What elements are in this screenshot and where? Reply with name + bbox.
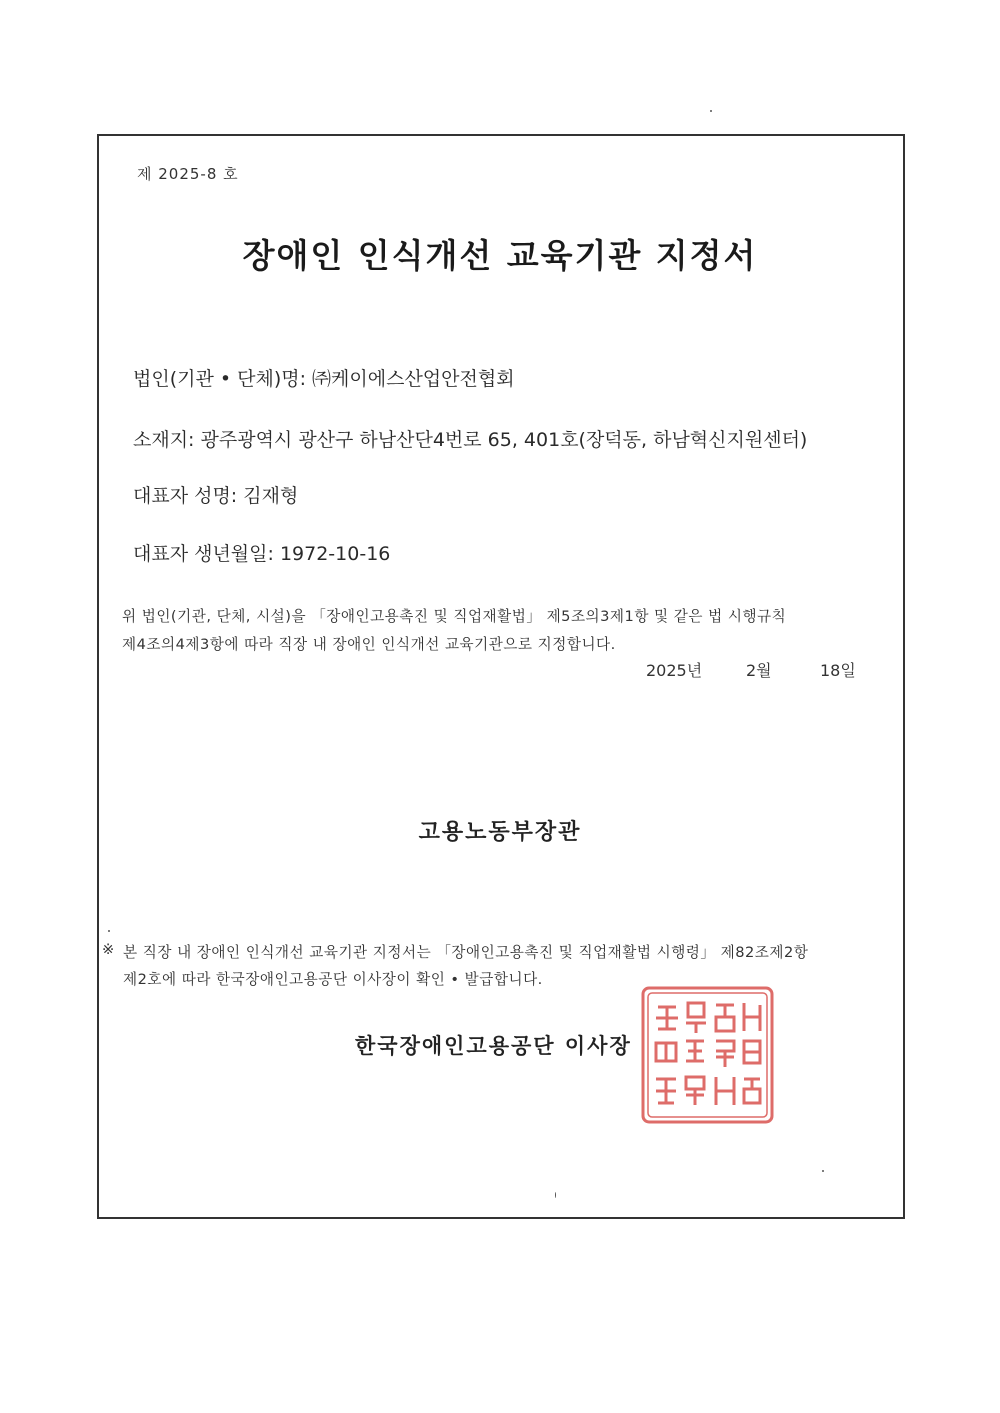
address-field: 소재지: 광주광역시 광산구 하남산단4번로 65, 401호(장덕동, 하남혁신지원센터) (133, 429, 808, 451)
representative-birthdate-field: 대표자 생년월일: 1972-10-16 (133, 543, 391, 565)
official-seal-icon (640, 985, 775, 1125)
corporation-name-field: 법인(기관 • 단체)명: ㈜케이에스산업안전협회 (133, 368, 515, 390)
issue-date-day: 18일 (820, 661, 856, 680)
designation-statement-line-2: 제4조의4제3항에 따라 직장 내 장애인 인식개선 교육기관으로 지정합니다. (122, 636, 616, 653)
certificate-title: 장애인 인식개선 교육기관 지정서 (242, 236, 758, 275)
scan-speck (108, 930, 110, 932)
designation-statement-line-1: 위 법인(기관, 단체, 시설)을 「장애인고용촉진 및 직업재활법」 제5조의3제1항 및 같은 법 시행규칙 (122, 608, 787, 625)
issuance-note-line-1: 본 직장 내 장애인 인식개선 교육기관 지정서는 「장애인고용촉진 및 직업재활법 시행령」 제82조제2항 (123, 944, 809, 961)
reference-mark-icon: ※ (102, 941, 115, 958)
issuance-note-line-2: 제2호에 따라 한국장애인고용공단 이사장이 확인 • 발급합니다. (123, 971, 543, 988)
scan-speck (555, 1192, 556, 1198)
representative-name-field: 대표자 성명: 김재형 (133, 485, 299, 507)
certificate-number: 제 2025-8 호 (137, 165, 239, 183)
scan-speck (710, 110, 712, 112)
issue-date-month: 2월 (746, 661, 772, 680)
minister-signature-title: 고용노동부장관 (418, 820, 582, 845)
scan-speck (822, 1170, 824, 1172)
issue-date-year: 2025년 (646, 661, 703, 680)
issuer-title: 한국장애인고용공단 이사장 (355, 1034, 632, 1058)
